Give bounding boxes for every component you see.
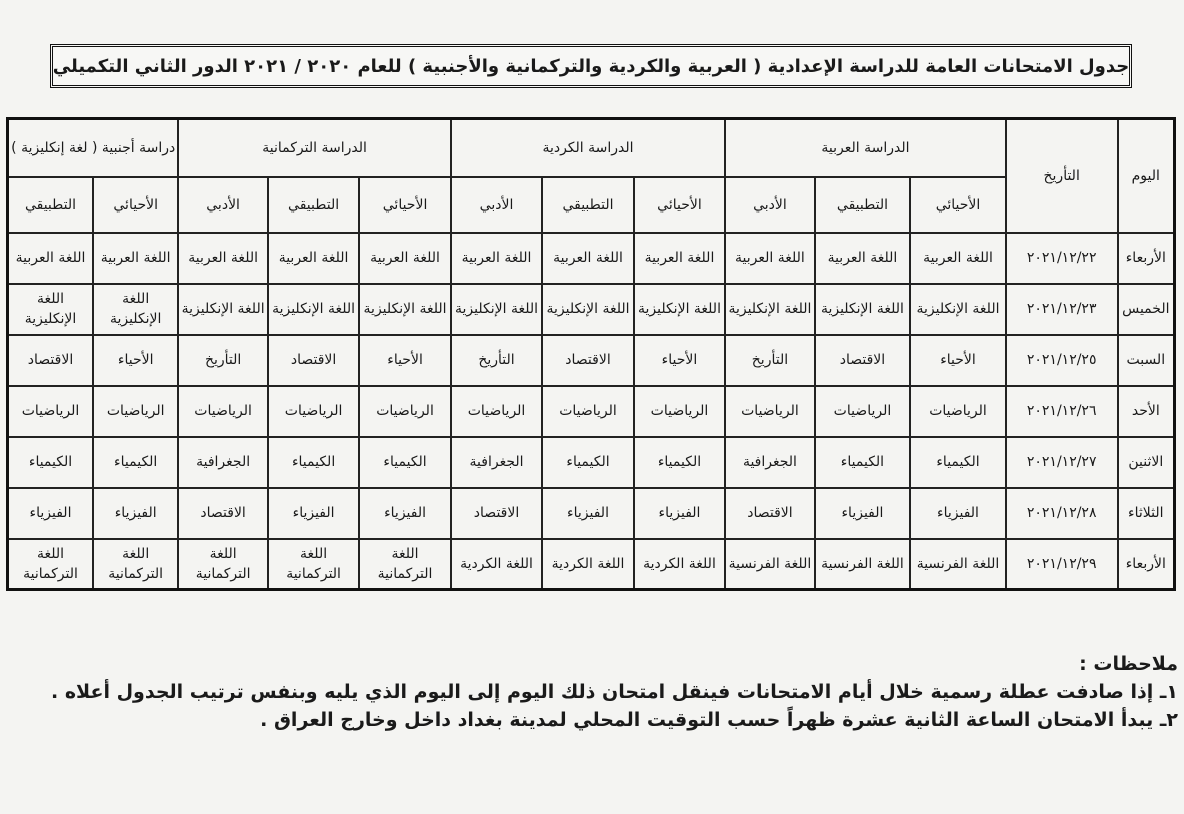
header-date: التأريخ — [1006, 119, 1118, 233]
date-cell: ٢٠٢١/١٢/٢٢ — [1006, 233, 1118, 284]
subject-cell: الفيزياء — [542, 488, 633, 539]
header-sub: التطبيقي — [8, 177, 94, 233]
subject-cell: اللغة العربية — [451, 233, 542, 284]
subject-cell: اللغة العربية — [815, 233, 911, 284]
table-row — [8, 386, 1175, 437]
table-row — [8, 233, 1175, 284]
header-sub: الأحيائي — [359, 177, 450, 233]
subject-cell: اللغة العربية — [359, 233, 450, 284]
subject-cell: اللغة الإنكليزية — [451, 284, 542, 335]
subject-cell: الكيمياء — [815, 437, 911, 488]
subject-cell: الأحياء — [359, 335, 450, 386]
subject-cell: الرياضيات — [359, 386, 450, 437]
notes-heading: ملاحظات : — [1079, 653, 1178, 675]
page-title: جدول الامتحانات العامة للدراسة الإعدادية ( العربية والكردية والتركمانية والأجنبية ) للعام ٢٠٢٠ / ٢٠٢١ الدور الثاني التكميلي — [50, 44, 1132, 88]
date-cell: ٢٠٢١/١٢/٢٧ — [1006, 437, 1118, 488]
header-group-arabic: الدراسة العربية — [725, 119, 1006, 177]
subject-cell: الاقتصاد — [178, 488, 267, 539]
subject-cell: اللغة الإنكليزية — [542, 284, 633, 335]
subject-cell: الأحياء — [634, 335, 725, 386]
exam-schedule-table — [6, 117, 1176, 591]
subject-cell: الاقتصاد — [268, 335, 359, 386]
subject-cell: اللغة التركمانية — [268, 539, 359, 590]
table-row — [8, 437, 1175, 488]
date-cell: ٢٠٢١/١٢/٢٦ — [1006, 386, 1118, 437]
subject-cell: التأريخ — [178, 335, 267, 386]
day-cell: الخميس — [1118, 284, 1175, 335]
header-sub: التطبيقي — [268, 177, 359, 233]
subject-cell: الفيزياء — [8, 488, 94, 539]
subject-cell: التأريخ — [725, 335, 814, 386]
header-sub: التطبيقي — [542, 177, 633, 233]
subject-cell: اللغة الإنكليزية — [359, 284, 450, 335]
subject-cell: الاقتصاد — [451, 488, 542, 539]
header-sub: الأحيائي — [634, 177, 725, 233]
subject-cell: الفيزياء — [359, 488, 450, 539]
header-sub: الأدبي — [178, 177, 267, 233]
date-cell: ٢٠٢١/١٢/٢٥ — [1006, 335, 1118, 386]
note-item-1: ١ـ إذا صادفت عطلة رسمية خلال أيام الامتحانات فينقل امتحان ذلك اليوم إلى اليوم الذي يليه وبنفس ترتيب الجدول أعلاه . — [50, 681, 1178, 703]
subject-cell: اللغة العربية — [268, 233, 359, 284]
subject-cell: اللغة الإنكليزية — [268, 284, 359, 335]
subject-cell: اللغة الفرنسية — [815, 539, 911, 590]
note-item-2: ٢ـ يبدأ الامتحان الساعة الثانية عشرة ظهراً حسب التوقيت المحلي لمدينة بغداد داخل وخارج العراق . — [260, 709, 1178, 731]
table-body — [8, 233, 1175, 590]
notes-section — [48, 650, 1178, 734]
subject-cell: اللغة الإنكليزية — [815, 284, 911, 335]
subject-cell: الجغرافية — [178, 437, 267, 488]
day-cell: السبت — [1118, 335, 1175, 386]
header-group-kurdish: الدراسة الكردية — [451, 119, 725, 177]
day-cell: الأربعاء — [1118, 539, 1175, 590]
subject-cell: الاقتصاد — [815, 335, 911, 386]
subject-cell: الرياضيات — [451, 386, 542, 437]
subject-cell: اللغة الكردية — [451, 539, 542, 590]
subject-cell: الرياضيات — [268, 386, 359, 437]
subject-cell: الكيمياء — [359, 437, 450, 488]
subject-cell: اللغة العربية — [93, 233, 178, 284]
subject-cell: اللغة التركمانية — [178, 539, 267, 590]
table-row — [8, 539, 1175, 590]
day-cell: الثلاثاء — [1118, 488, 1175, 539]
subject-cell: الفيزياء — [815, 488, 911, 539]
table-row — [8, 335, 1175, 386]
subject-cell: اللغة الإنكليزية — [910, 284, 1006, 335]
subject-cell: الرياضيات — [542, 386, 633, 437]
header-sub: الأحيائي — [910, 177, 1006, 233]
subject-cell: اللغة الإنكليزية — [725, 284, 814, 335]
subject-cell: اللغة التركمانية — [93, 539, 178, 590]
subject-cell: الكيمياء — [8, 437, 94, 488]
header-group-turkmen: الدراسة التركمانية — [178, 119, 450, 177]
subject-cell: اللغة الإنكليزية — [93, 284, 178, 335]
subject-cell: اللغة الإنكليزية — [8, 284, 94, 335]
header-sub: الأحيائي — [93, 177, 178, 233]
subject-cell: الرياضيات — [8, 386, 94, 437]
day-cell: الأربعاء — [1118, 233, 1175, 284]
subject-cell: الكيمياء — [542, 437, 633, 488]
subject-cell: الفيزياء — [910, 488, 1006, 539]
table-row — [8, 284, 1175, 335]
header-sub: التطبيقي — [815, 177, 911, 233]
subject-cell: الاقتصاد — [725, 488, 814, 539]
subject-cell: الرياضيات — [634, 386, 725, 437]
subject-cell: الجغرافية — [451, 437, 542, 488]
subject-cell: الاقتصاد — [542, 335, 633, 386]
header-day: اليوم — [1118, 119, 1175, 233]
subject-cell: اللغة الكردية — [542, 539, 633, 590]
subject-cell: اللغة العربية — [634, 233, 725, 284]
subject-cell: الأحياء — [910, 335, 1006, 386]
subject-cell: الرياضيات — [725, 386, 814, 437]
subject-cell: اللغة العربية — [542, 233, 633, 284]
header-sub: الأدبي — [451, 177, 542, 233]
subject-cell: الرياضيات — [178, 386, 267, 437]
subject-cell: اللغة الفرنسية — [725, 539, 814, 590]
subject-cell: اللغة التركمانية — [8, 539, 94, 590]
subject-cell: اللغة الكردية — [634, 539, 725, 590]
table-header — [8, 119, 1175, 233]
subject-cell: الاقتصاد — [8, 335, 94, 386]
header-group-foreign: دراسة أجنبية ( لغة إنكليزية ) — [8, 119, 179, 177]
subject-cell: اللغة التركمانية — [359, 539, 450, 590]
day-cell: الاثنين — [1118, 437, 1175, 488]
header-sub: الأدبي — [725, 177, 814, 233]
subject-cell: الفيزياء — [634, 488, 725, 539]
table-row — [8, 488, 1175, 539]
subject-cell: الأحياء — [93, 335, 178, 386]
subject-cell: اللغة الفرنسية — [910, 539, 1006, 590]
subject-cell: الرياضيات — [93, 386, 178, 437]
subject-cell: الرياضيات — [815, 386, 911, 437]
subject-cell: اللغة الإنكليزية — [634, 284, 725, 335]
subject-cell: الكيمياء — [93, 437, 178, 488]
subject-cell: الكيمياء — [910, 437, 1006, 488]
date-cell: ٢٠٢١/١٢/٢٨ — [1006, 488, 1118, 539]
subject-cell: اللغة العربية — [910, 233, 1006, 284]
subject-cell: اللغة الإنكليزية — [178, 284, 267, 335]
subject-cell: الفيزياء — [268, 488, 359, 539]
subject-cell: التأريخ — [451, 335, 542, 386]
subject-cell: الكيمياء — [634, 437, 725, 488]
subject-cell: الكيمياء — [268, 437, 359, 488]
subject-cell: اللغة العربية — [178, 233, 267, 284]
subject-cell: اللغة العربية — [8, 233, 94, 284]
date-cell: ٢٠٢١/١٢/٢٩ — [1006, 539, 1118, 590]
subject-cell: الجغرافية — [725, 437, 814, 488]
subject-cell: الفيزياء — [93, 488, 178, 539]
subject-cell: الرياضيات — [910, 386, 1006, 437]
day-cell: الأحد — [1118, 386, 1175, 437]
date-cell: ٢٠٢١/١٢/٢٣ — [1006, 284, 1118, 335]
subject-cell: اللغة العربية — [725, 233, 814, 284]
